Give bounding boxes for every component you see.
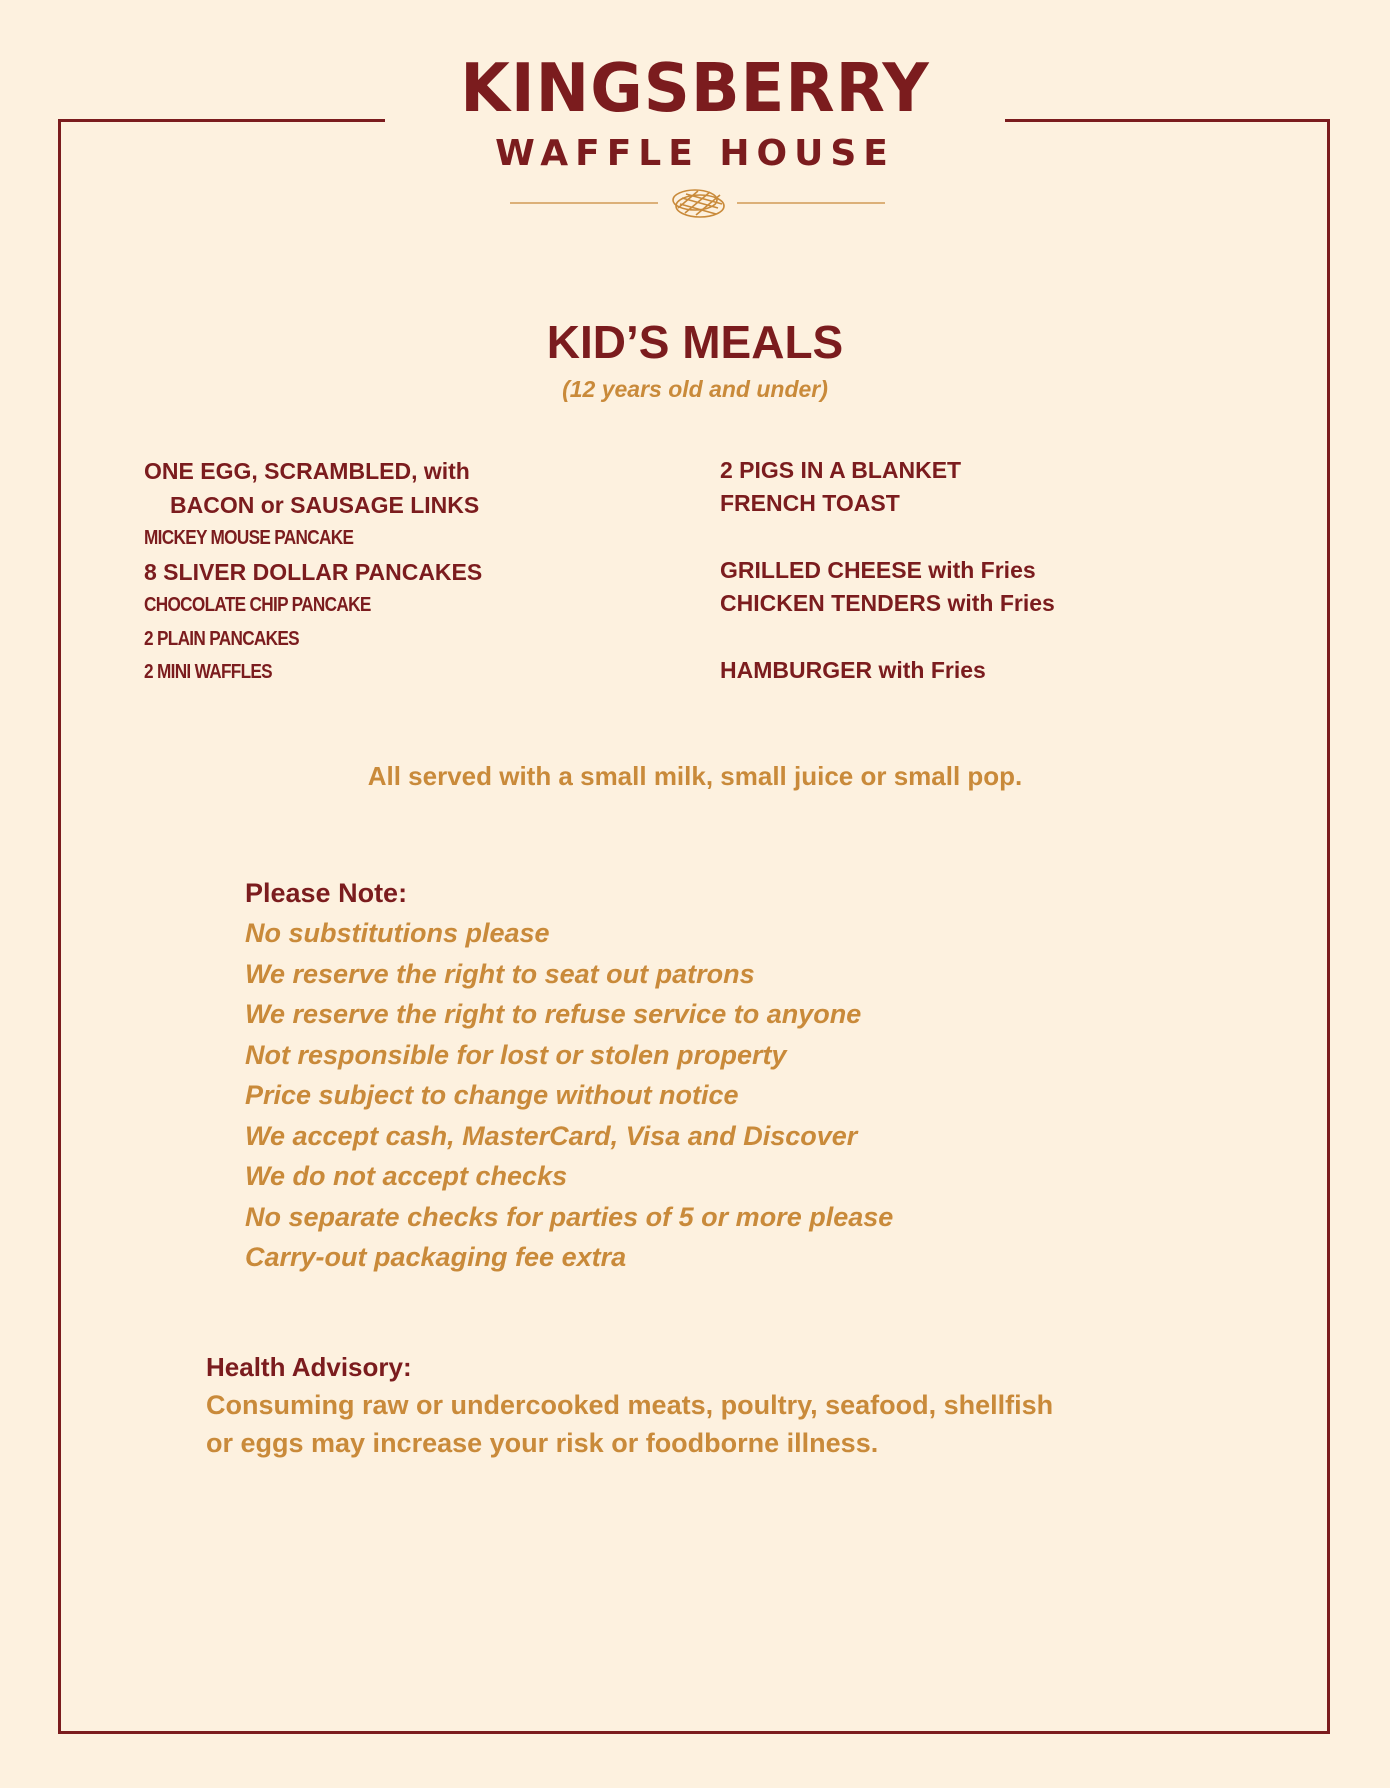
note-line: No separate checks for parties of 5 or more please [245, 1201, 894, 1232]
note-line: We reserve the right to seat out patrons [245, 958, 755, 989]
menu-item: CHOCOLATE CHIP PANCAKE [144, 594, 371, 616]
note-line: Carry-out packaging fee extra [245, 1242, 627, 1272]
menu-item: FRENCH TOAST [720, 490, 900, 517]
brand-subtitle: WAFFLE HOUSE [495, 133, 895, 174]
menu-item: 2 MINI WAFFLES [144, 661, 272, 683]
health-advisory-line: or eggs may increase your risk or foodborne illness. [206, 1428, 879, 1458]
menu-spacer [720, 521, 1055, 554]
please-note-heading: Please Note: [245, 878, 408, 908]
menu-item: 2 PLAIN PANCAKES [144, 627, 299, 650]
note-line: Price subject to change without notice [245, 1080, 739, 1110]
brand-name: KINGSBERRY [460, 50, 930, 128]
menu-item: BACON or SAUSAGE LINKS [170, 491, 480, 518]
health-advisory-line: Consuming raw or undercooked meats, poultry, seafood, shellfish [206, 1390, 1054, 1420]
menu-item: 8 SLIVER DOLLAR PANCAKES [144, 558, 483, 585]
please-note-section [245, 873, 893, 1278]
note-line: We reserve the right to refuse service to anyone [245, 999, 862, 1029]
brand-logo [385, 50, 1005, 176]
waffle-icon [510, 186, 885, 220]
menu-item: GRILLED CHEESE with Fries [720, 556, 1036, 583]
note-line: We accept cash, MasterCard, Visa and Discover [245, 1120, 858, 1151]
health-advisory-heading: Health Advisory: [206, 1352, 412, 1382]
menu-item: ONE EGG, SCRAMBLED, with [144, 458, 470, 484]
section-subtitle: (12 years old and under) [562, 376, 828, 402]
menu-spacer [720, 620, 1055, 653]
menu-left-column [144, 455, 482, 690]
menu-item: CHICKEN TENDERS with Fries [720, 590, 1055, 617]
served-note: All served with a small milk, small juice or small pop. [367, 761, 1023, 791]
section-title: KID’S MEALS [546, 316, 844, 368]
menu-item: MICKEY MOUSE PANCAKE [144, 527, 354, 549]
menu-item: 2 PIGS IN A BLANKET [720, 457, 962, 483]
menu-right-column [720, 454, 1055, 687]
note-line: No substitutions please [245, 918, 550, 948]
note-line: Not responsible for lost or stolen property [245, 1039, 787, 1070]
menu-item: HAMBURGER with Fries [720, 656, 986, 683]
health-advisory-section [206, 1348, 1053, 1462]
note-line: We do not accept checks [245, 1161, 568, 1191]
